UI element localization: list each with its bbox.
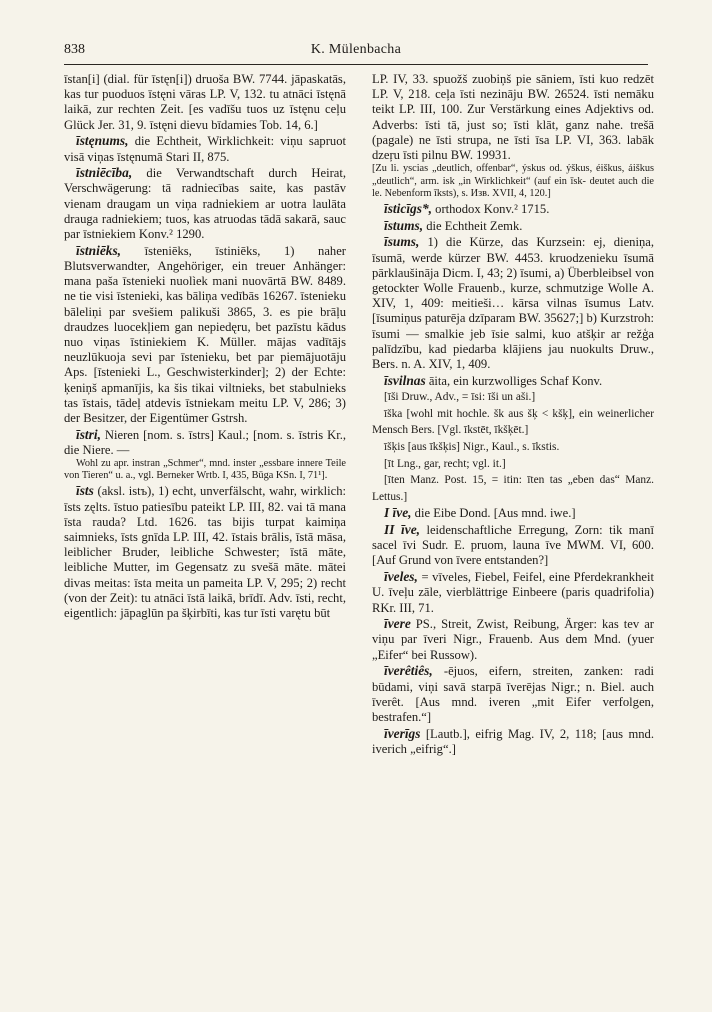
headword: īsticīgs*,: [384, 200, 432, 216]
dictionary-entry: [372, 663, 654, 725]
headword: īstri,: [76, 426, 101, 442]
entry-text: LP. IV, 33. spuožš zuobiņš pie sāniem, īsti kuo redzēt LP. V, 218. ceļa īsti nezināju BW. 26524. īsti nemāku teikt LP. III, 100. Zur Verstärkung eines Adjektivs od. Adverbs: īsti tā, just so; īsti klāt, ganz nahe. trešā (pagale) ne īsti strupa, ne īsti īsa LP. VI, 363. labāk dzeŗu īsti pilnu BW. 19931.: [372, 72, 654, 163]
dictionary-entry: [372, 456, 654, 472]
entry-text: leidenschaftliche Erregung, Zorn: tik manī sacel īvi Sudr. E. pruom, launa īve MWM. VI, 600. [Auf Grund von īvere entstanden?]: [372, 523, 654, 568]
entry-text: die Verwandtschaft durch Heirat, Verschwägerung: tā radniecības saite, kas pastāv vienam draugam un viņa radniekiem ar uotra laulāta drauga radniekiem; tuos, kas atruodas tādā sakarā, sauc par īstniekiem Konv.² 1290.: [64, 166, 346, 242]
entry-text: īsteniēks, īstiniēks, 1) naher Blutsverwandter, Angehöriger, ein treuer Anhänger: mana paša īstenieki nuolìek mani nuovārtā BW. 8489. ne tie visi īstenieki, kas bāliņa vedībās 16267. īstenieku bāleliņi par svešiem palikuši 3865, 3. es pie brāļu draudzes luocekļiem gan nepiedęru, bet pazīstu kādus nuo viņas īstiniekiem K. Müller. mājas vadītājs neuzlūkuoja sevi par īstenieku, bet par piemājuotāju Aps. [īstenieki L., Geschwisterkinder]; 2) der Echte: ķeniņš apmanījis, ka šis tikai viltnieks, bet stabulnieks tas īstais, tādeļ atdevis īstniekam meitu LP. V, 286; 3) der Besitzer, der Eigentümer Gstrsh.: [64, 243, 346, 425]
dictionary-entry: [372, 201, 654, 217]
headword: īstums,: [384, 217, 424, 233]
dictionary-entry: [372, 373, 654, 389]
dictionary-entry: [372, 218, 654, 234]
left-column: [64, 72, 346, 1004]
entry-text: die Eibe Dond. [Aus mnd. iwe.]: [411, 506, 576, 521]
dictionary-entry: [372, 616, 654, 663]
entry-continuation: [372, 72, 654, 200]
entry-text: [īten Manz. Post. 15, = itin: īten tas „eben das“ Manz. Lettus.]: [372, 474, 654, 503]
dictionary-entry: [372, 569, 654, 616]
headword: īsums,: [384, 234, 420, 250]
header-rule: [64, 64, 648, 65]
headword: II īve,: [384, 522, 421, 537]
headword: I īve,: [384, 505, 412, 521]
entry-continuation: [64, 72, 346, 133]
entry-text: īstan[i] (dial. für īstęn[i]) druoša BW. 7744. jāpaskatās, kas tur puoduos īstęni vāras LP. V, 132. tu atnāci īstęnā laikā, zur rechten Zeit. [es vadīšu tuos uz īstęnu ceļu Glück Jer. 31, 9. īstęni dievu bīdamies Tob. 14, 6.]: [64, 72, 346, 132]
dictionary-entry: [372, 726, 654, 757]
entry-text: Nieren [nom. s. īstrs] Kaul.; [nom. s. īstris Kr., die Niere. —: [64, 427, 346, 457]
entry-text: īšķis [aus īkšķis] Nigr., Kaul., s. īkstis.: [384, 440, 560, 453]
etymology-note: Wohl zu apr. instran „Schmer“, mnd. inster „essbare innere Teile von Tieren“ u. a., vgl. Berneker Wrtb. I, 435, Būga KSn. I, 71¹].: [64, 458, 346, 482]
entry-text: āita, ein kurzwolliges Schaf Konv.: [425, 373, 603, 388]
dictionary-entry: [372, 234, 654, 372]
dictionary-entry: [372, 522, 654, 569]
headword: īverīgs: [384, 725, 421, 741]
dictionary-entry: [64, 243, 346, 426]
etymology-note: [Zu li. yscias „deutlich, offenbar“, ýskus od. ýškus, éiškus, áiškus „deutlich“, arm. isk „in Wirklichkeit“ (auf ein īsk- deutet auch die le. Nebenform īksts), s. Изв. XVII, 4, 120.]: [372, 163, 654, 200]
running-title: K. Mülenbacha: [310, 42, 402, 57]
headword: īverêtiês,: [384, 663, 433, 679]
dictionary-entry: [372, 505, 654, 521]
entry-text: (aksl. istъ), 1) echt, unverfälscht, wahr, wirklich: īsts zęlts. īstuo patiesību pateikt LP. III, 82. vai tā mana īsta rauda? Ltd. 1626. tas bijis turpat kaimiņa saimnieks, īsts gnīda LP. III, 42. īstais brālis, īstā māsa, leiblicher Bruder, leibliche Schwester; īstā māte, leibliche Mutter, im Gegensatz zu svešā māte. mātei divas meitas: īsta meita un pameita LP. V, 295; 2) recht (von der Zeit): tu atnāci īstā laikā, brīdī. Adv. īsti, recht, eigentlich: jāpaglūn pa šķirbīti, kas tur īsti varętu būt: [64, 484, 346, 621]
entry-text: = vīveles, Fiebel, Feifel, eine Pferdekrankheit U. īveļu zāle, vierblättrige Einbeere (paris quadrifolia) RKr. III, 71.: [372, 570, 654, 615]
headword: īsvilnas: [384, 372, 426, 388]
headword: īveles,: [384, 569, 418, 585]
entry-text: 1) die Kürze, das Kurzsein: ej, dieniņa, īsumā, werde kürzer BW. 4453. kruodzenieku īsumā pārklaušināja Dicm. I, 43; 2) īsumi, a) Überbleibsel von getockter Wolle Frauenb., kurze, schmutzige Wolle A. XIV, 1, 409: meitieši… kārsa vilnas īsumus Latv. [īsumiņus paturēja dzīparam BW. 35627;] b) Kurzstroh: īsumi — smalkie jeb īsie salmi, kuo atšķir ar režģa palīdzību, kad piedarba klājiens jau nuokults Druw., Bers. n. A. XIV, 1, 409.: [372, 235, 654, 371]
entry-text: [īt Lng., gar, recht; vgl. it.]: [384, 457, 506, 470]
entry-text: PS., Streit, Zwist, Reibung, Ärger: kas tev ar viņu par īveri Nigr., Frauenb. Aus dem Mnd. (yuer „Eifer“ bei Russow).: [372, 617, 654, 662]
dictionary-entry: [372, 389, 654, 405]
entry-text: die Echtheit, Wirklichkeit: viņu sapruot visā viņas īstęnumā Stari II, 875.: [64, 134, 346, 164]
right-column: [372, 72, 654, 1004]
headword: īsts: [76, 483, 94, 499]
dictionary-entry: [64, 427, 346, 483]
headword: īvere: [384, 616, 411, 632]
entry-text: -ējuos, eifern, streiten, zanken: radi būdami, viņi savā starpā īverējas Nigr.; n. Biel. auch īverêt. [Aus mnd. iveren „mit Eifer verfolgen, bestrafen.“]: [372, 664, 654, 724]
entry-text: īška [wohl mit hochle. šk aus šķ < kšķ], ein weinerlicher Mensch Bers. [Vgl. īkstēt, īkšķēt.]: [372, 408, 654, 437]
dictionary-entry: [64, 165, 346, 242]
dictionary-entry: [372, 472, 654, 504]
entry-text: orthodox Konv.² 1715.: [432, 201, 550, 216]
entry-text: [Lautb.], eifrig Mag. IV, 2, 118; [aus mnd. iverich „eifrig“.]: [372, 726, 654, 756]
dictionary-entry: [372, 439, 654, 455]
headword: īstniēks,: [76, 242, 122, 258]
dictionary-entry: [64, 483, 346, 621]
dictionary-entry: [64, 133, 346, 164]
headword: īstęnums,: [76, 133, 129, 149]
page-header: [64, 42, 648, 64]
dictionary-entry: [372, 406, 654, 438]
page-number: 838: [64, 42, 85, 57]
entry-text: [īši Druw., Adv., = īsi: īši un aši.]: [384, 391, 536, 404]
headword: īstniēcība,: [76, 165, 133, 181]
entry-text: die Echtheit Zemk.: [423, 218, 523, 233]
